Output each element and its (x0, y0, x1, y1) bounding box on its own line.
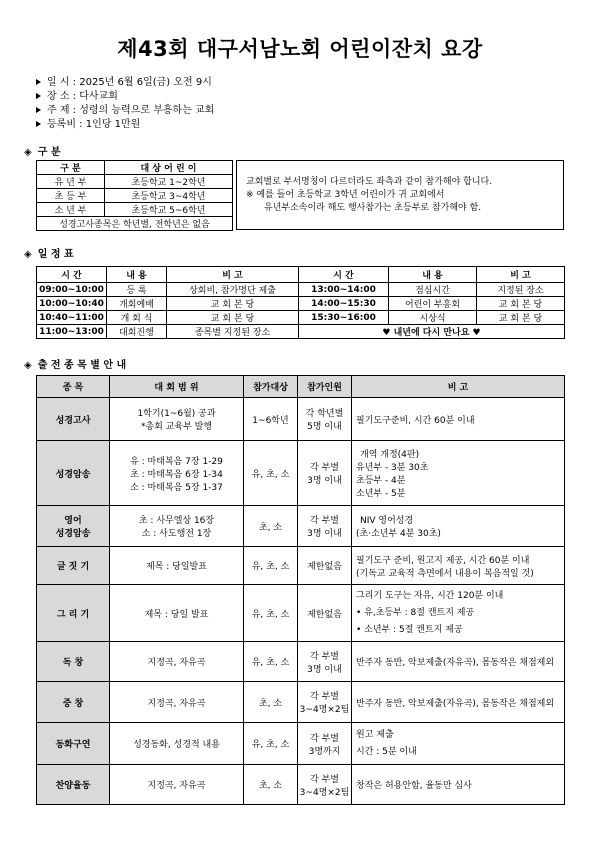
events-header: 비 고 (352, 376, 565, 398)
diamond-bullet-icon: ◈ (24, 360, 32, 371)
triangle-bullet-icon (36, 107, 41, 113)
table-row: 09:00~10:00 등 록 상회비, 참가명단 제출 13:00~14:00 점심시간 지정된 장소 (37, 283, 565, 297)
event-count: 각 부별 3~4명×2팀 (298, 682, 352, 723)
schedule-header: 시 간 (37, 267, 107, 283)
event-target: 유, 초, 소 (244, 547, 298, 585)
event-name: 영어 성경암송 (37, 506, 110, 547)
event-target: 초, 소 (244, 506, 298, 547)
diamond-bullet-icon: ◈ (24, 249, 32, 260)
event-note: 필기도구 준비, 원고지 제공, 시간 60분 이내 (기독교 교육적 측면에서 내용이 복음적일 것) (352, 547, 565, 585)
event-name: 찬양율동 (37, 765, 110, 805)
division-footer: 성경고사종목은 학년별, 전학년은 없음 (37, 217, 233, 231)
events-header: 참가인원 (298, 376, 352, 398)
schedule-header: 비 고 (477, 267, 565, 283)
event-name: 성경암송 (37, 441, 110, 506)
event-name: 그 리 기 (37, 585, 110, 642)
schedule-table (36, 266, 565, 339)
event-scope: 지정곡, 자유곡 (110, 642, 244, 682)
info-date: 일 시 : 2025년 6월 6일(금) 오전 9시 (36, 76, 212, 89)
event-note: 개역 개정(4판) 유년부 - 3분 30초 초등부 - 4분 소년부 - 5분 (352, 441, 565, 506)
table-row (37, 642, 565, 682)
event-target: 유, 초, 소 (244, 642, 298, 682)
schedule-header: 시 간 (299, 267, 389, 283)
event-count: 제한없음 (298, 585, 352, 642)
table-row: 유 년 부 초등학교 1~2학년 (37, 175, 233, 189)
info-theme: 주 제 : 성령의 능력으로 부흥하는 교회 (36, 104, 214, 117)
info-value: 다사교회 (79, 91, 118, 102)
event-scope: 제목 : 당일발표 (110, 547, 244, 585)
schedule-header: 비 고 (167, 267, 299, 283)
event-scope: 지정곡, 자유곡 (110, 765, 244, 805)
section-heading-events: ◈ 출 전 종 목 별 안 내 (24, 360, 127, 371)
info-value: 성령의 능력으로 부흥하는 교회 (79, 105, 215, 116)
event-note: 반주자 동반, 악보제출(자유곡), 몸동작은 채점제외 (352, 642, 565, 682)
event-name: 글 짓 기 (37, 547, 110, 585)
section-heading-schedule: ◈ 일 정 표 (24, 249, 74, 260)
division-note: 교회별로 부서명칭이 다르더라도 좌측과 같이 참가해야 합니다. ※ 예를 들어 초등학교 3학년 어린이가 귀 교회에서 유년부소속이라 해도 행사참가는 초등부로 참가해야 함. (236, 160, 564, 230)
event-scope: 성경동화, 성경적 내용 (110, 723, 244, 765)
triangle-bullet-icon (36, 79, 41, 85)
table-row (37, 723, 565, 765)
events-header: 참가대상 (244, 376, 298, 398)
events-table (36, 375, 565, 805)
table-row: 10:40~11:00 개 회 식 교 회 본 당 15:30~16:00 시상식 교 회 본 당 (37, 311, 565, 325)
event-note: 원고 제출 시간 : 5분 이내 (352, 723, 565, 765)
schedule-header: 내 용 (107, 267, 167, 283)
table-row (37, 765, 565, 805)
event-target: 1~6학년 (244, 398, 298, 441)
table-row: 10:00~10:40 개회예배 교 회 본 당 14:00~15:30 어린이 부흥회 교 회 본 당 (37, 297, 565, 311)
event-name: 중 창 (37, 682, 110, 723)
table-row (37, 547, 565, 585)
events-header: 종 목 (37, 376, 110, 398)
event-scope: 지정곡, 자유곡 (110, 682, 244, 723)
table-row (37, 682, 565, 723)
table-row: 초 등 부 초등학교 3~4학년 (37, 189, 233, 203)
schedule-header: 내 용 (389, 267, 477, 283)
event-count: 각 부별 3명 이내 (298, 441, 352, 506)
section-heading-division: ◈ 구 분 (24, 147, 61, 158)
table-row (37, 585, 565, 642)
event-target: 초, 소 (244, 765, 298, 805)
event-scope: 유 : 마태복음 7장 1-29 초 : 마태복음 6장 1-34 소 : 마태복음 5장 1-37 (110, 441, 244, 506)
event-scope: 1학기(1~6월) 공과 *총회 교육부 발행 (110, 398, 244, 441)
info-key: 장 소 (47, 91, 70, 102)
info-key: 일 시 (47, 77, 70, 88)
event-target: 유, 초, 소 (244, 441, 298, 506)
event-scope: 제목 : 당일 발표 (110, 585, 244, 642)
triangle-bullet-icon (36, 93, 41, 99)
table-row (37, 506, 565, 547)
event-note: 창작은 허용안함, 율동만 심사 (352, 765, 565, 805)
events-header: 대 회 범 위 (110, 376, 244, 398)
division-header: 대 상 어 린 이 (105, 161, 233, 175)
event-target: 유, 초, 소 (244, 585, 298, 642)
event-target: 유, 초, 소 (244, 723, 298, 765)
table-row (37, 441, 565, 506)
event-name: 독 창 (37, 642, 110, 682)
event-name: 성경고사 (37, 398, 110, 441)
info-value: 1인당 1만원 (85, 119, 141, 130)
info-key: 등록비 (47, 119, 76, 130)
event-note: 그리기 도구는 자유, 시간 120분 이내 • 유,초등부 : 8절 캔트지 제공 • 소년부 : 5절 캔트지 제공 (352, 585, 565, 642)
table-row: 11:00~13:00 대회진행 종목별 지정된 장소 ♥ 내년에 다시 만나요 ♥ (37, 325, 565, 339)
info-fee: 등록비 : 1인당 1만원 (36, 118, 140, 131)
event-note: 반주자 동반, 악보제출(자유곡), 몸동작은 채점제외 (352, 682, 565, 723)
info-place: 장 소 : 다사교회 (36, 90, 118, 103)
event-note: NIV 영어성경 (초·소년부 4분 30초) (352, 506, 565, 547)
info-key: 주 제 (47, 105, 70, 116)
event-count: 제한없음 (298, 547, 352, 585)
event-scope: 초 : 사무엘상 16장 소 : 사도행전 1장 (110, 506, 244, 547)
event-count: 각 부별 3명 이내 (298, 506, 352, 547)
info-value: 2025년 6월 6일(금) 오전 9시 (79, 77, 212, 88)
event-count: 각 학년별 5명 이내 (298, 398, 352, 441)
event-count: 각 부별 3명까지 (298, 723, 352, 765)
event-target: 초, 소 (244, 682, 298, 723)
division-header: 구 분 (37, 161, 105, 175)
schedule-farewell: ♥ 내년에 다시 만나요 ♥ (299, 325, 565, 339)
diamond-bullet-icon: ◈ (24, 147, 32, 158)
table-row (37, 398, 565, 441)
event-count: 각 부별 3~4명×2팀 (298, 765, 352, 805)
division-table (36, 160, 233, 231)
triangle-bullet-icon (36, 121, 41, 127)
table-row: 소 년 부 초등학교 5~6학년 (37, 203, 233, 217)
event-count: 각 부별 3명 이내 (298, 642, 352, 682)
page-title: 제43회 대구서남노회 어린이잔치 요강 (117, 37, 483, 61)
event-note: 필기도구준비, 시간 60분 이내 (352, 398, 565, 441)
event-name: 동화구연 (37, 723, 110, 765)
